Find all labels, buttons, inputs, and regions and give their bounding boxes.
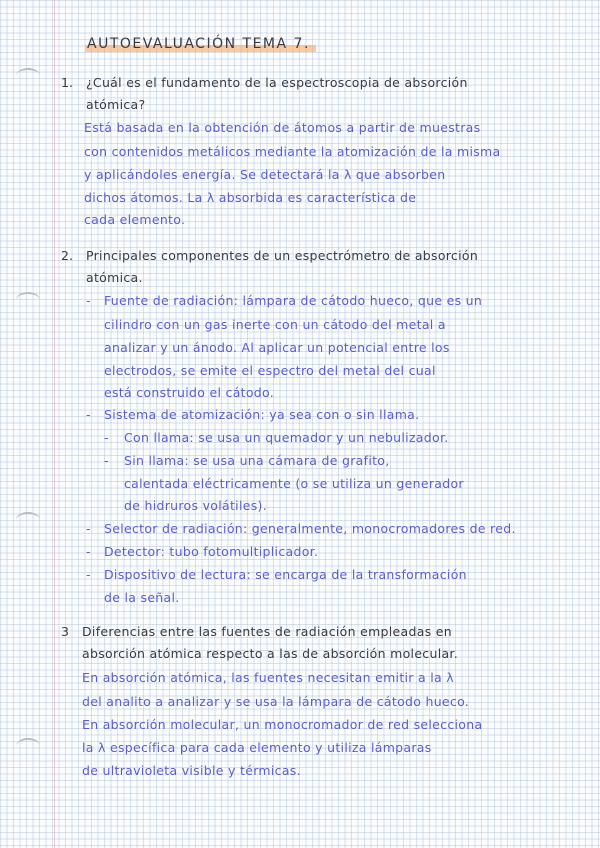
list-item-line: de hidruros volátiles). xyxy=(124,498,267,513)
list-item-line: Sistema de atomización: ya sea con o sin llama. xyxy=(104,407,420,422)
binder-ring xyxy=(16,512,40,528)
list-item-line: cilindro con un gas inerte con un cátodo del metal a xyxy=(104,317,446,332)
answer-line: del analito a analizar y se usa la lámpara de cátodo hueco. xyxy=(82,694,470,709)
question-line: Diferencias entre las fuentes de radiación empleadas en xyxy=(82,624,453,639)
list-bullet: - xyxy=(86,521,91,536)
list-item-line: analizar y un ánodo. Al aplicar un potencial entre los xyxy=(104,340,450,355)
question-line: atómica? xyxy=(86,97,146,112)
list-bullet: - xyxy=(86,293,91,308)
list-item-line: Dispositivo de lectura: se encarga de la transformación xyxy=(104,567,467,582)
list-item-line: Selector de radiación: generalmente, monocromadores de red. xyxy=(104,521,516,536)
list-bullet: - xyxy=(104,453,109,468)
list-item-line: está construido el cátodo. xyxy=(104,385,275,400)
answer-line: de ultravioleta visible y térmicas. xyxy=(82,763,301,778)
list-item-line: Detector: tubo fotomultiplicador. xyxy=(104,544,319,559)
question-line: atómica. xyxy=(86,270,143,285)
question-number: 1. xyxy=(61,75,73,90)
page-margin-line xyxy=(54,0,55,848)
answer-line: dichos átomos. La λ absorbida es característica de xyxy=(84,190,417,205)
answer-line: la λ específica para cada elemento y utiliza lámparas xyxy=(82,740,432,755)
question-number: 3 xyxy=(61,624,69,639)
answer-line: En absorción atómica, las fuentes necesitan emitir a la λ xyxy=(82,670,454,685)
binder-ring xyxy=(16,68,40,84)
list-item-line: Con llama: se usa un quemador y un nebulizador. xyxy=(124,430,449,445)
list-item-line: Fuente de radiación: lámpara de cátodo hueco, que es un xyxy=(104,293,483,308)
list-item-line: de la señal. xyxy=(104,590,180,605)
list-bullet: - xyxy=(86,407,91,422)
list-item-line: electrodos, se emite el espectro del metal del cual xyxy=(104,363,436,378)
answer-line: En absorción molecular, un monocromador de red selecciona xyxy=(82,717,483,732)
binder-ring xyxy=(16,738,40,754)
page-title: AUTOEVALUACIÓN TEMA 7. xyxy=(85,36,316,52)
list-bullet: - xyxy=(104,430,109,445)
list-bullet: - xyxy=(86,544,91,559)
answer-line: Está basada en la obtención de átomos a partir de muestras xyxy=(84,120,481,135)
question-line: absorción atómica respecto a las de absorción molecular. xyxy=(82,646,458,661)
list-bullet: - xyxy=(86,567,91,582)
answer-line: cada elemento. xyxy=(84,212,186,227)
answer-line: y aplicándoles energía. Se detectará la λ que absorben xyxy=(84,167,446,182)
list-item-line: Sin llama: se usa una cámara de grafito, xyxy=(124,453,390,468)
question-line: Principales componentes de un espectrómetro de absorción xyxy=(86,248,479,263)
question-line: ¿Cuál es el fundamento de la espectroscopia de absorción xyxy=(86,75,468,90)
list-item-line: calentada eléctricamente (o se utiliza un generador xyxy=(124,476,464,491)
answer-line: con contenidos metálicos mediante la atomización de la misma xyxy=(84,144,501,159)
question-number: 2. xyxy=(61,248,73,263)
binder-ring xyxy=(16,292,40,308)
